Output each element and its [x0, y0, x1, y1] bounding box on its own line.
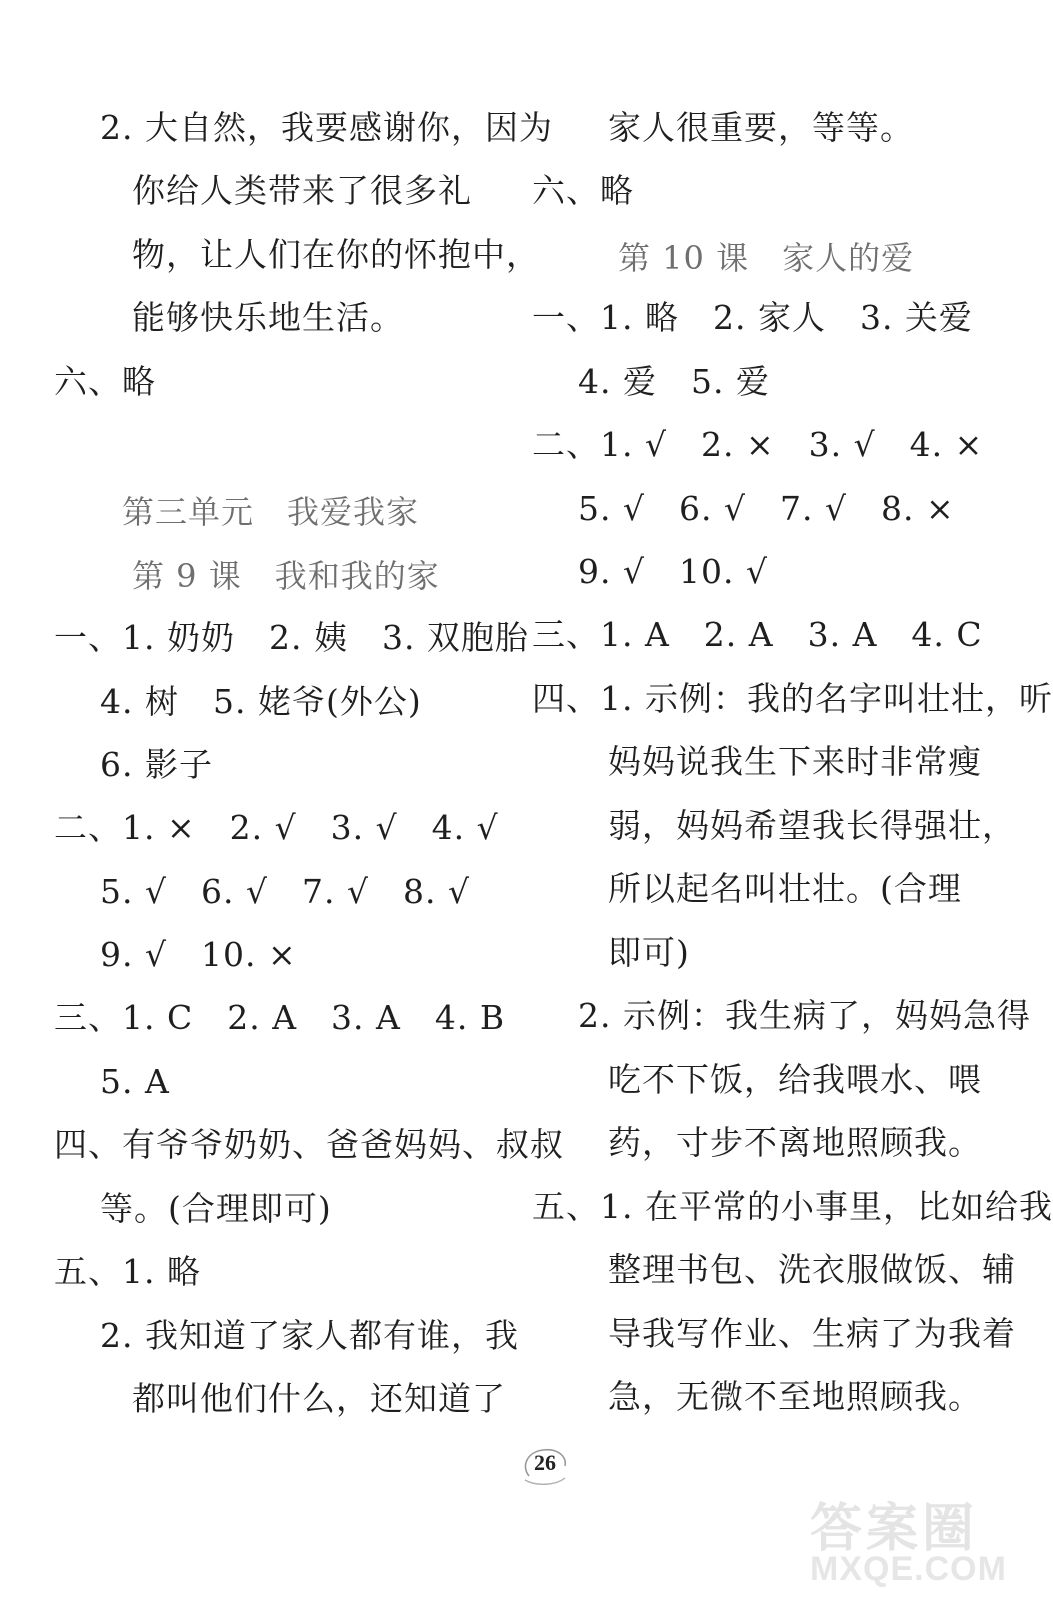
right-line: 导我写作业、生病了为我着	[608, 1314, 1016, 1353]
right-line: 2. 示例：我生病了，妈妈急得	[578, 996, 1031, 1035]
lesson-heading: 第 10 课 家人的爱	[618, 239, 915, 277]
right-line: 六、略	[532, 171, 634, 210]
right-line: 五、1. 在平常的小事里，比如给我	[532, 1187, 1053, 1226]
left-line: 9. √ 10. ×	[100, 935, 297, 974]
right-line: 即可)	[608, 933, 690, 972]
left-line: 物，让人们在你的怀抱中，	[132, 235, 540, 274]
left-line: 二、1. × 2. √ 3. √ 4. √	[54, 808, 499, 847]
right-line: 家人很重要，等等。	[608, 108, 914, 147]
left-line: 5. √ 6. √ 7. √ 8. √	[100, 872, 471, 911]
right-line: 4. 爱 5. 爱	[578, 362, 770, 401]
unit-heading: 第三单元 我爱我家	[122, 493, 420, 531]
left-line: 6. 影子	[100, 745, 213, 784]
right-line: 急，无微不至地照顾我。	[608, 1377, 982, 1416]
left-line: 你给人类带来了很多礼	[132, 171, 472, 210]
right-line: 吃不下饭，给我喂水、喂	[608, 1060, 982, 1099]
right-line: 9. √ 10. √	[578, 552, 769, 591]
left-line: 三、1. C 2. A 3. A 4. B	[54, 998, 506, 1037]
left-line: 2. 我知道了家人都有谁，我	[100, 1316, 519, 1355]
left-line: 5. A	[100, 1062, 170, 1101]
right-line: 一、1. 略 2. 家人 3. 关爱	[532, 298, 973, 337]
page-number-badge	[515, 1440, 575, 1490]
left-line: 2. 大自然，我要感谢你，因为	[100, 108, 553, 147]
left-line: 等。(合理即可)	[100, 1189, 332, 1228]
watermark-en: MXQE.COM	[810, 1550, 1007, 1588]
watermark-cn: 答案圈	[810, 1499, 979, 1559]
page-number: 26	[534, 1450, 556, 1475]
left-line: 四、有爷爷奶奶、爸爸妈妈、叔叔	[54, 1125, 564, 1164]
right-line: 二、1. √ 2. × 3. √ 4. ×	[532, 425, 984, 464]
right-line: 整理书包、洗衣服做饭、辅	[608, 1250, 1016, 1289]
site-watermark	[810, 1486, 1007, 1596]
right-line: 四、1. 示例：我的名字叫壮壮，听	[532, 679, 1053, 718]
right-line: 所以起名叫壮壮。(合理	[608, 869, 962, 908]
left-line: 4. 树 5. 姥爷(外公)	[100, 682, 422, 721]
right-line: 弱，妈妈希望我长得强壮，	[608, 806, 1016, 845]
right-line: 5. √ 6. √ 7. √ 8. ×	[578, 489, 955, 528]
left-line: 都叫他们什么，还知道了	[132, 1379, 506, 1418]
lesson-heading: 第 9 课 我和我的家	[132, 557, 440, 595]
left-line: 六、略	[54, 362, 156, 401]
right-line: 药，寸步不离地照顾我。	[608, 1123, 982, 1162]
right-line: 妈妈说我生下来时非常瘦	[608, 742, 982, 781]
right-line: 三、1. A 2. A 3. A 4. C	[532, 615, 983, 654]
left-line: 一、1. 奶奶 2. 姨 3. 双胞胎	[54, 618, 529, 657]
left-line: 能够快乐地生活。	[132, 298, 404, 337]
left-line: 五、1. 略	[54, 1252, 201, 1291]
